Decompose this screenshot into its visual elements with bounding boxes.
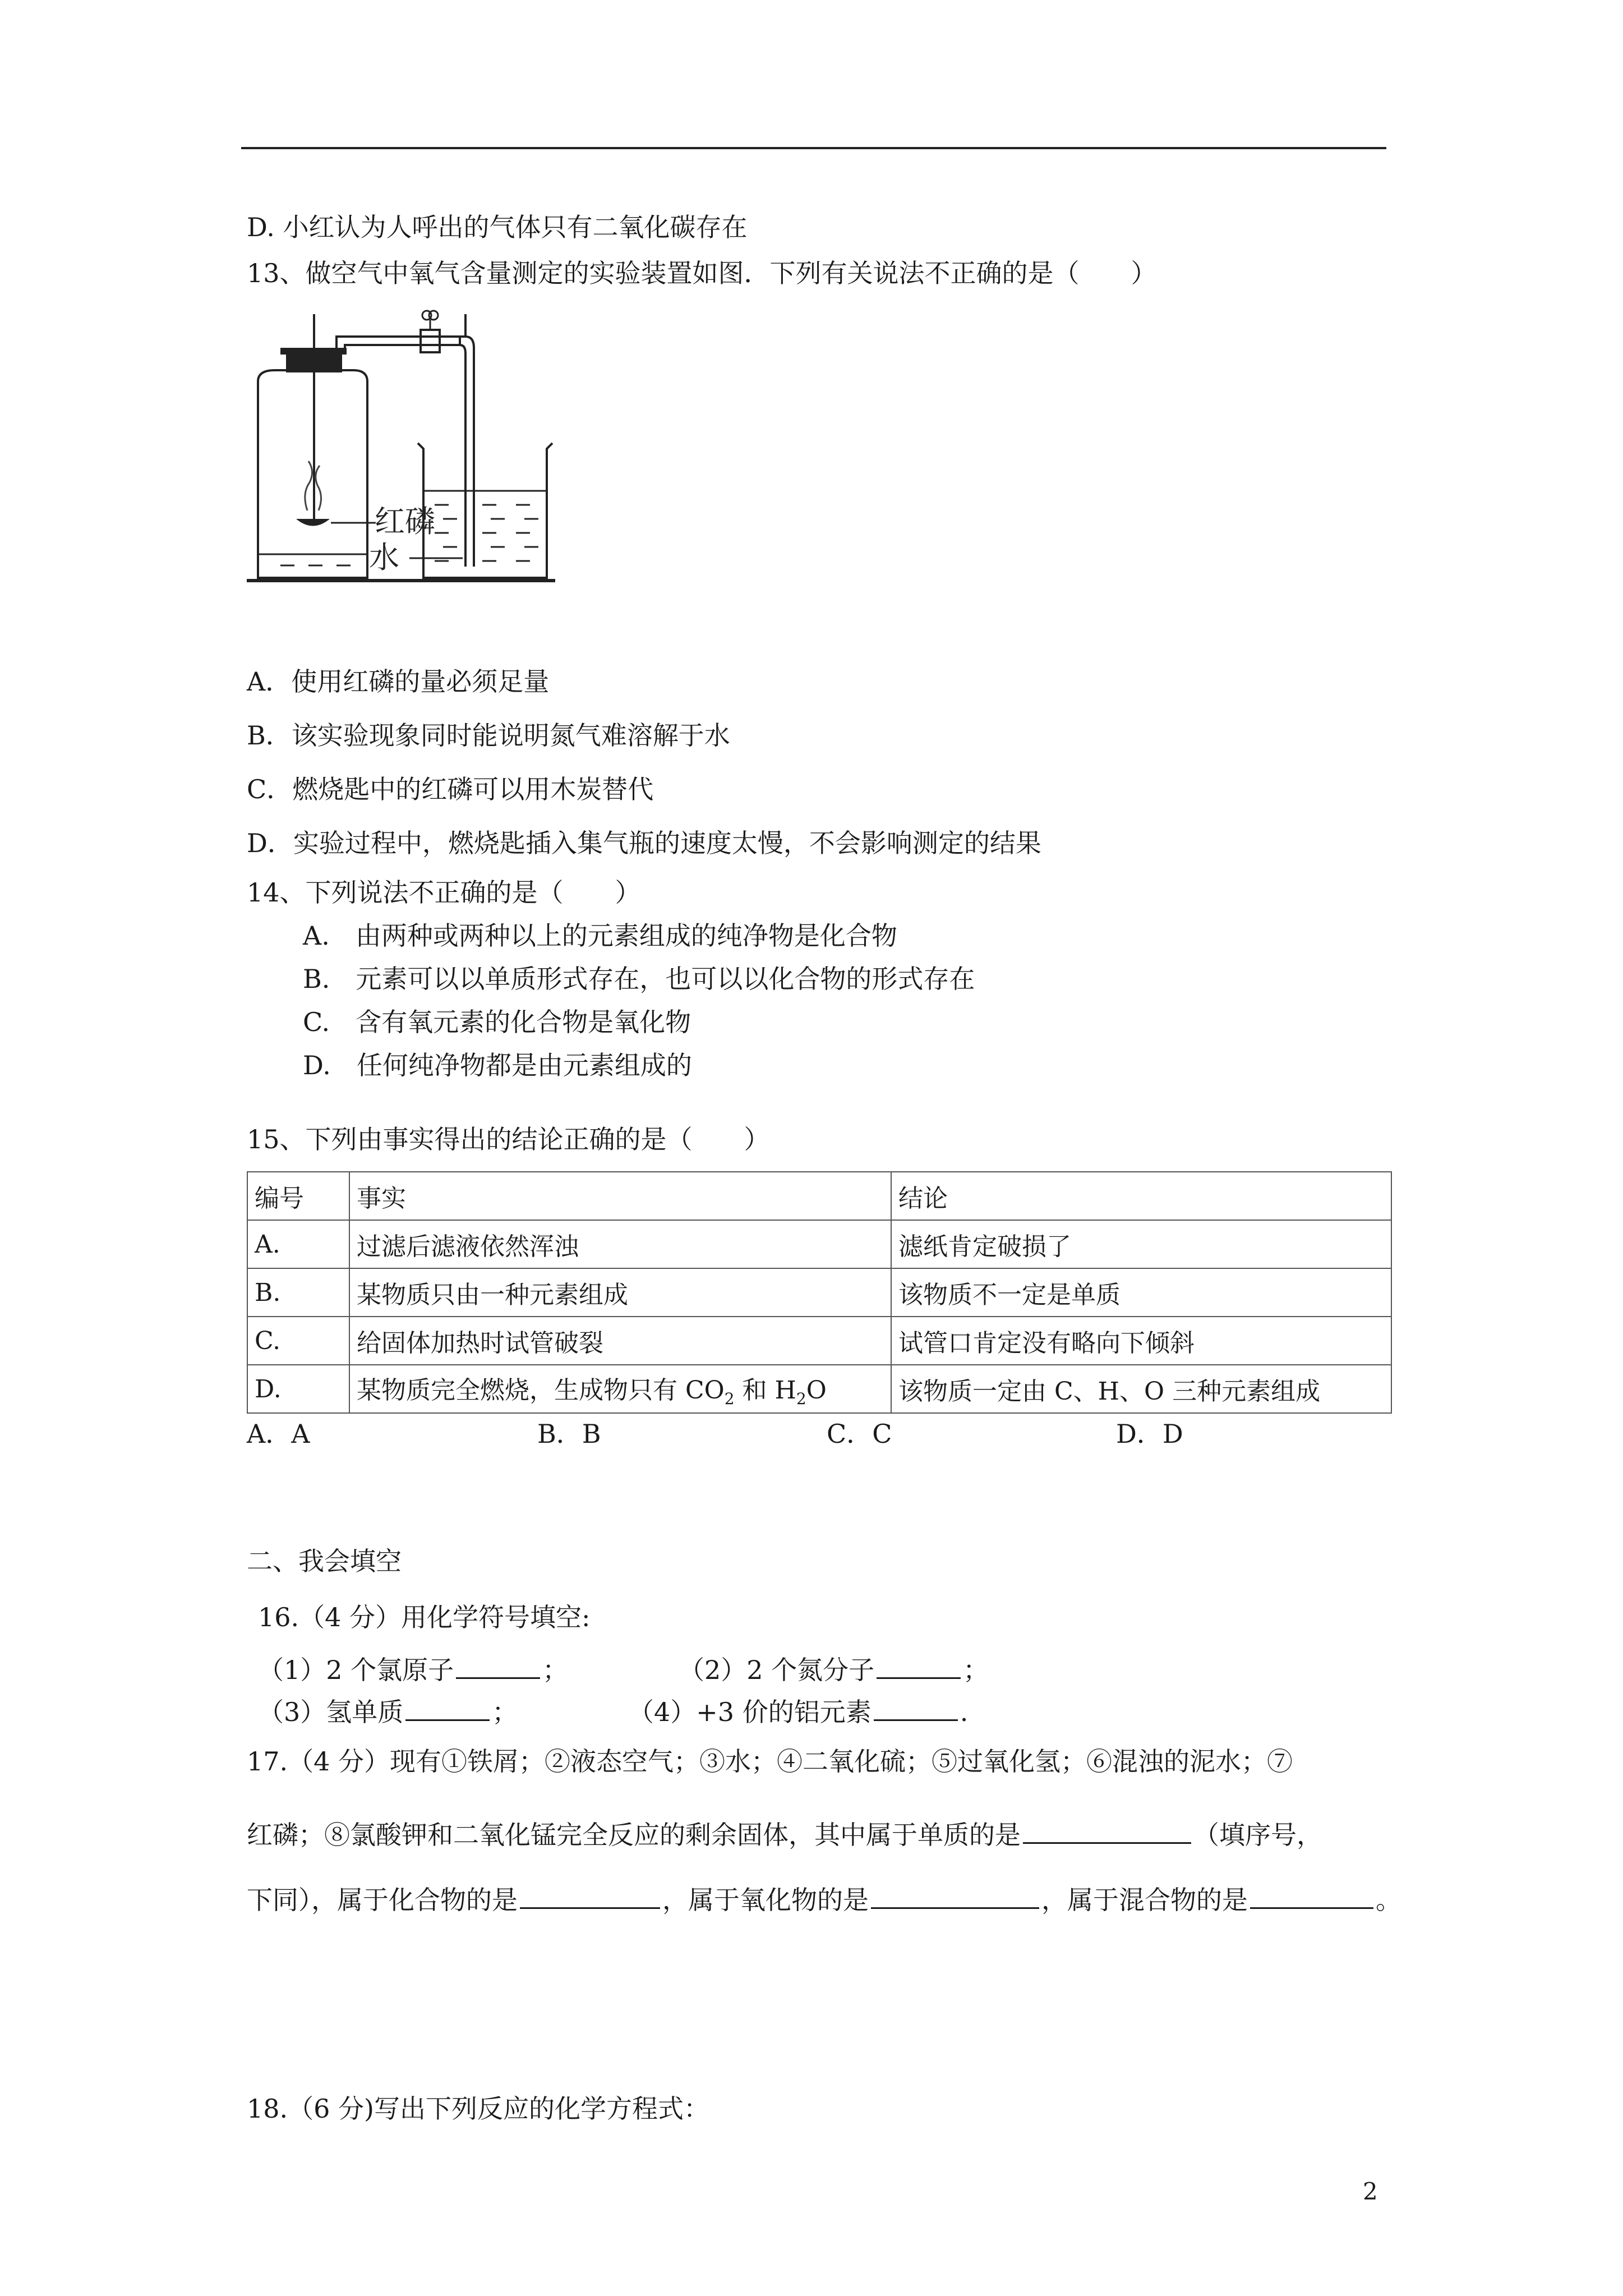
page-number: 2 bbox=[1363, 2178, 1378, 2205]
q17-line-3 bbox=[247, 1885, 1401, 1913]
q16-item-4: （4）+3 价的铝元素 . bbox=[628, 1697, 969, 1727]
q17-compound-label: 下同），属于化合物的是 bbox=[247, 1885, 518, 1915]
q17-line-1: 17.（4 分）现有①铁屑；②液态空气；③水；④二氧化硫；⑤过氧化氢；⑥混浊的泥水；⑦ bbox=[247, 1746, 1293, 1777]
header-fact: 事实 bbox=[349, 1172, 891, 1220]
row-id: B. bbox=[247, 1268, 349, 1317]
answer-blank[interactable] bbox=[874, 1697, 958, 1721]
q16-item-2-text: （2）2 个氮分子 bbox=[679, 1655, 875, 1685]
row-id: C. bbox=[247, 1317, 349, 1365]
row-fact: 某物质只由一种元素组成 bbox=[349, 1268, 891, 1317]
q17-period: 。 bbox=[1376, 1885, 1401, 1915]
q15-table bbox=[247, 1171, 1392, 1414]
q17-oxide-label: ，属于氧化物的是 bbox=[662, 1885, 869, 1915]
fact-d-post: O bbox=[806, 1376, 827, 1405]
q17-line-2-text: 红磷；⑧氯酸钾和二氧化锰完全反应的剩余固体，其中属于单质的是 bbox=[247, 1820, 1021, 1850]
answer-blank[interactable] bbox=[456, 1655, 540, 1679]
label-water: 水 bbox=[369, 540, 399, 575]
row-fact bbox=[349, 1365, 891, 1413]
q16-item-1-text: （1）2 个氯原子 bbox=[258, 1655, 454, 1685]
q16-item-3-text: （3）氢单质 bbox=[258, 1697, 404, 1727]
table-header-row bbox=[247, 1172, 1391, 1220]
answer-blank-element[interactable] bbox=[1023, 1820, 1191, 1844]
q14-option-b: B. 元素可以以单质形式存在，也可以以化合物的形式存在 bbox=[303, 964, 975, 994]
table-row bbox=[247, 1220, 1391, 1268]
q13-stem: 13、做空气中氧气含量测定的实验装置如图．下列有关说法不正确的是（ ） bbox=[247, 258, 1157, 288]
label-red-phosphorus: 红磷 bbox=[375, 504, 435, 539]
q13-option-a: A．使用红磷的量必须足量 bbox=[247, 666, 550, 697]
row-conclusion: 该物质不一定是单质 bbox=[891, 1268, 1391, 1317]
fact-d-sub2: 2 bbox=[796, 1389, 806, 1408]
header-number: 编号 bbox=[247, 1172, 349, 1220]
header-rule bbox=[241, 147, 1386, 149]
q17-mixture-label: ，属于混合物的是 bbox=[1041, 1885, 1248, 1915]
table-row bbox=[247, 1317, 1391, 1365]
q14-option-d: D. 任何纯净物都是由元素组成的 bbox=[303, 1050, 692, 1080]
row-conclusion: 滤纸肯定破损了 bbox=[891, 1220, 1391, 1268]
row-conclusion: 该物质一定由 C、H、O 三种元素组成 bbox=[891, 1365, 1391, 1413]
q17-line-2-note: （填序号， bbox=[1193, 1820, 1322, 1850]
answer-blank-mixture[interactable] bbox=[1250, 1885, 1373, 1909]
q17-line-2 bbox=[247, 1820, 1322, 1848]
q13-option-b: B．该实验现象同时能说明氮气难溶解于水 bbox=[247, 720, 730, 751]
q16-item-1: （1）2 个氯原子 ； bbox=[258, 1655, 569, 1685]
q13-option-d: D．实验过程中，燃烧匙插入集气瓶的速度太慢，不会影响测定的结果 bbox=[247, 828, 1041, 858]
section-title: 二、我会填空 bbox=[247, 1546, 402, 1576]
answer-blank-compound[interactable] bbox=[520, 1885, 660, 1909]
q14-stem: 14、下列说法不正确的是（ ） bbox=[247, 877, 641, 908]
q14-option-c: C. 含有氧元素的化合物是氧化物 bbox=[303, 1007, 691, 1037]
q16-item-3: （3）氢单质 ； bbox=[258, 1697, 518, 1727]
answer-blank[interactable] bbox=[877, 1655, 961, 1679]
answer-blank-oxide[interactable] bbox=[871, 1885, 1039, 1909]
table-row bbox=[247, 1365, 1391, 1413]
answer-blank[interactable] bbox=[405, 1697, 490, 1721]
q15-answer-a: A．A bbox=[247, 1419, 310, 1449]
row-fact: 给固体加热时试管破裂 bbox=[349, 1317, 891, 1365]
prev-question-option-d: D. 小红认为人呼出的气体只有二氧化碳存在 bbox=[247, 212, 748, 242]
q16-stem: 16.（4 分）用化学符号填空: bbox=[258, 1602, 591, 1632]
q15-answer-b: B．B bbox=[537, 1419, 601, 1449]
q15-answer-d: D．D bbox=[1116, 1419, 1183, 1449]
q18-stem: 18.（6 分)写出下列反应的化学方程式： bbox=[247, 2093, 709, 2124]
q14-option-a: A. 由两种或两种以上的元素组成的纯净物是化合物 bbox=[303, 921, 897, 951]
fact-d-mid: 和 H bbox=[734, 1376, 796, 1405]
row-id: D. bbox=[247, 1365, 349, 1413]
fact-d-pre: 某物质完全燃烧，生成物只有 CO bbox=[357, 1376, 725, 1405]
q15-stem: 15、下列由事实得出的结论正确的是（ ） bbox=[247, 1124, 770, 1154]
table-row bbox=[247, 1268, 1391, 1317]
q16-item-4-text: （4）+3 价的铝元素 bbox=[628, 1697, 872, 1727]
q16-item-2: （2）2 个氮分子 ； bbox=[679, 1655, 989, 1685]
header-conclusion: 结论 bbox=[891, 1172, 1391, 1220]
oxygen-apparatus-figure bbox=[241, 303, 645, 595]
q15-answer-c: C．C bbox=[827, 1419, 892, 1449]
q13-option-c: C．燃烧匙中的红磷可以用木炭替代 bbox=[247, 774, 654, 804]
row-fact: 过滤后滤液依然浑浊 bbox=[349, 1220, 891, 1268]
row-conclusion: 试管口肯定没有略向下倾斜 bbox=[891, 1317, 1391, 1365]
fact-d-sub1: 2 bbox=[724, 1389, 735, 1408]
row-id: A. bbox=[247, 1220, 349, 1268]
